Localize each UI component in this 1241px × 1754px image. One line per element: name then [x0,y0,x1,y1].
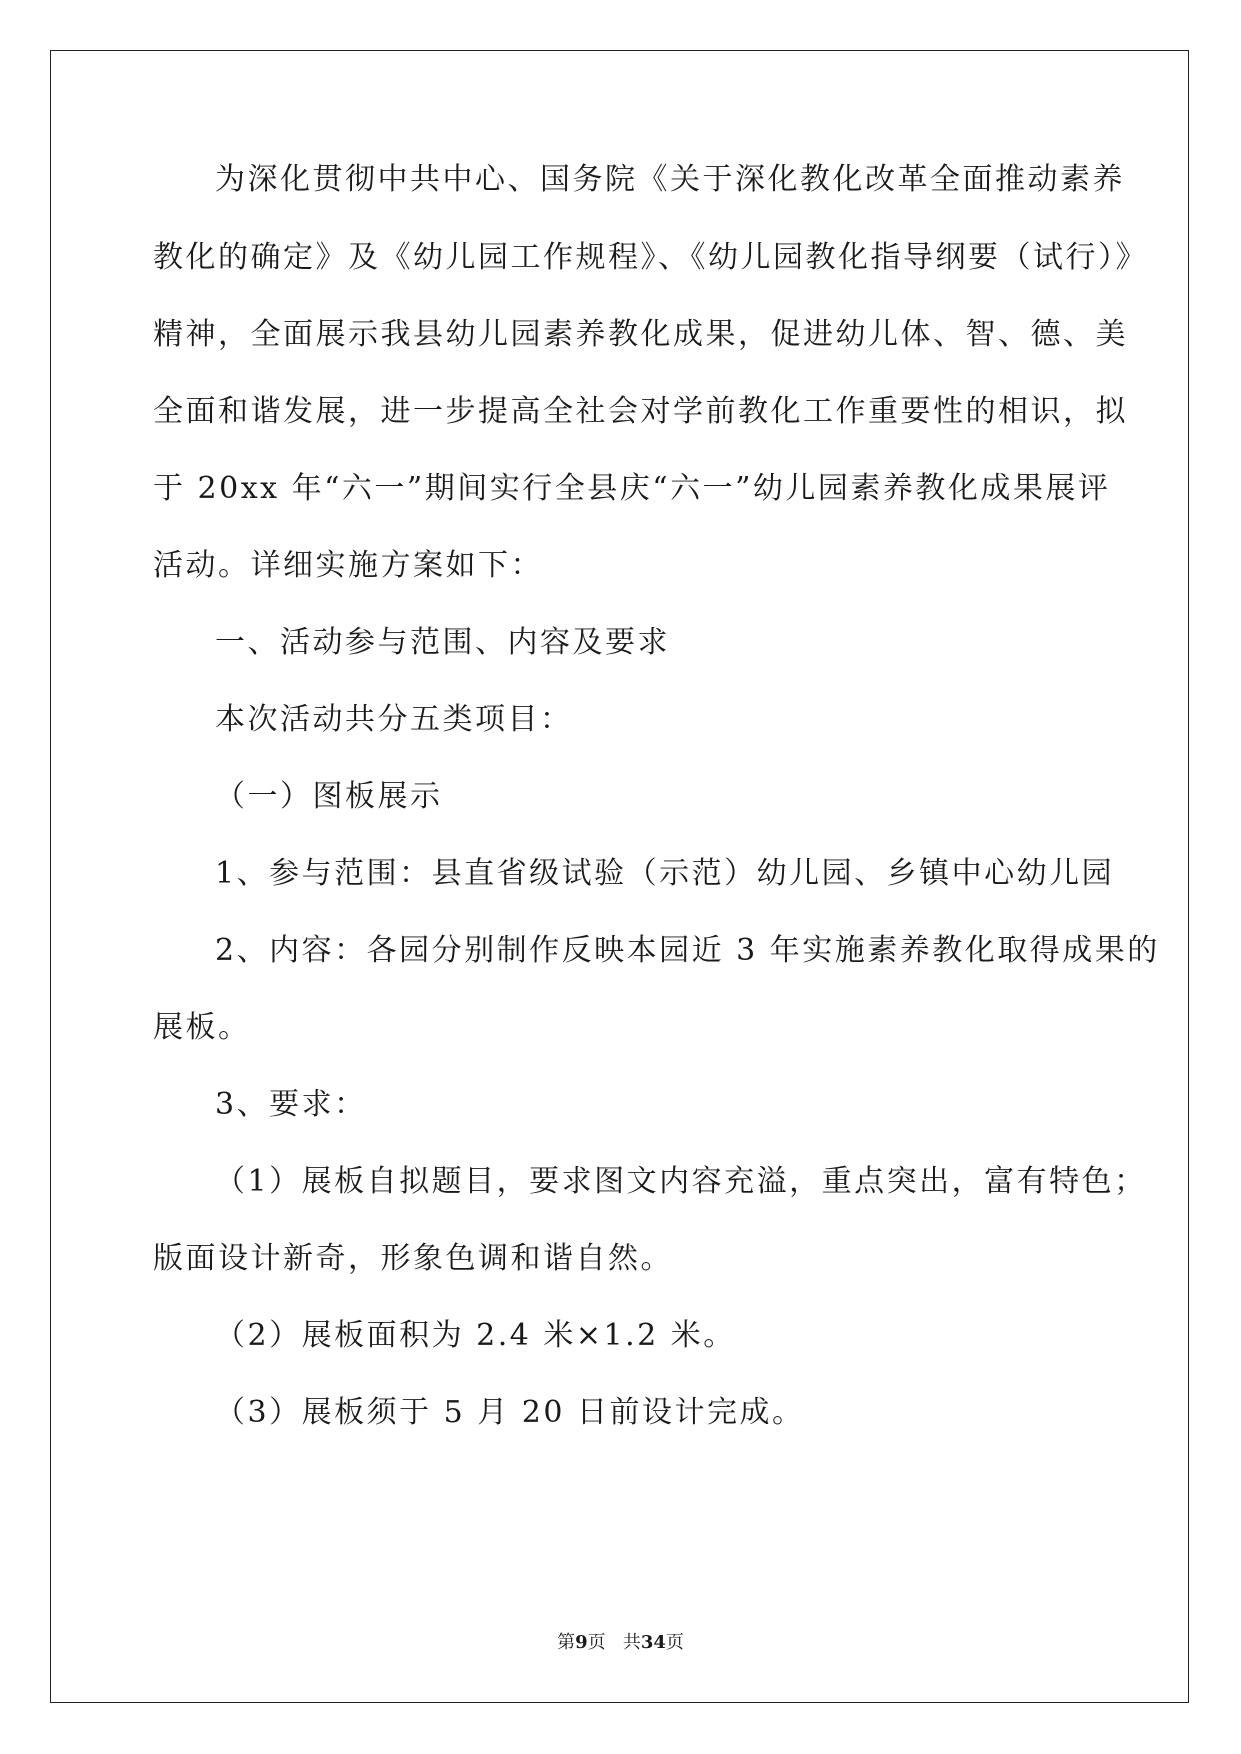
list-item: （1）展板自拟题目，要求图文内容充溢，重点突出，富有特色； [215,1164,1147,1199]
list-item: 1、参与范围：县直省级试验（示范）幼儿园、乡镇中心幼儿园 [215,856,1115,891]
paragraph-line: 全面和谐发展，进一步提高全社会对学前教化工作重要性的相识，拟 [153,394,1128,429]
subsection-heading: （一）图板展示 [215,779,443,814]
footer-page-suffix: 页 [587,1632,606,1653]
footer-page-number: 9 [575,1632,588,1653]
paragraph-line: 活动。详细实施方案如下： [153,548,543,583]
paragraph-line: 于 20xx 年“六一”期间实行全县庆“六一”幼儿园素养教化成果展评 [153,471,1111,506]
paragraph-line: 为深化贯彻中共中心、国务院《关于深化教化改革全面推动素养 [215,162,1125,197]
paragraph-line: 教化的确定》及《幼儿园工作规程》、《幼儿园教化指导纲要（试行）》 [153,240,1148,275]
list-item: 2、内容：各园分别制作反映本园近 3 年实施素养教化取得成果的 [215,933,1160,968]
paragraph-line: 精神，全面展示我县幼儿园素养教化成果，促进幼儿体、智、德、美 [153,317,1128,352]
paragraph-line: 本次活动共分五类项目： [215,702,573,737]
list-item: （2）展板面积为 2.4 米×1.2 米。 [215,1318,736,1353]
section-heading: 一、活动参与范围、内容及要求 [215,625,670,660]
footer-total-suffix: 页 [665,1632,684,1653]
paragraph-line: 展板。 [153,1010,251,1045]
list-item: 3、要求： [215,1087,367,1122]
footer-total-pages: 34 [640,1632,666,1653]
paragraph-line: 版面设计新奇，形象色调和谐自然。 [153,1241,673,1276]
page-footer [0,1631,1241,1655]
list-item: （3）展板须于 5 月 20 日前设计完成。 [215,1395,805,1430]
footer-total-prefix: 共 [622,1632,641,1653]
footer-page-prefix: 第 [557,1632,576,1653]
